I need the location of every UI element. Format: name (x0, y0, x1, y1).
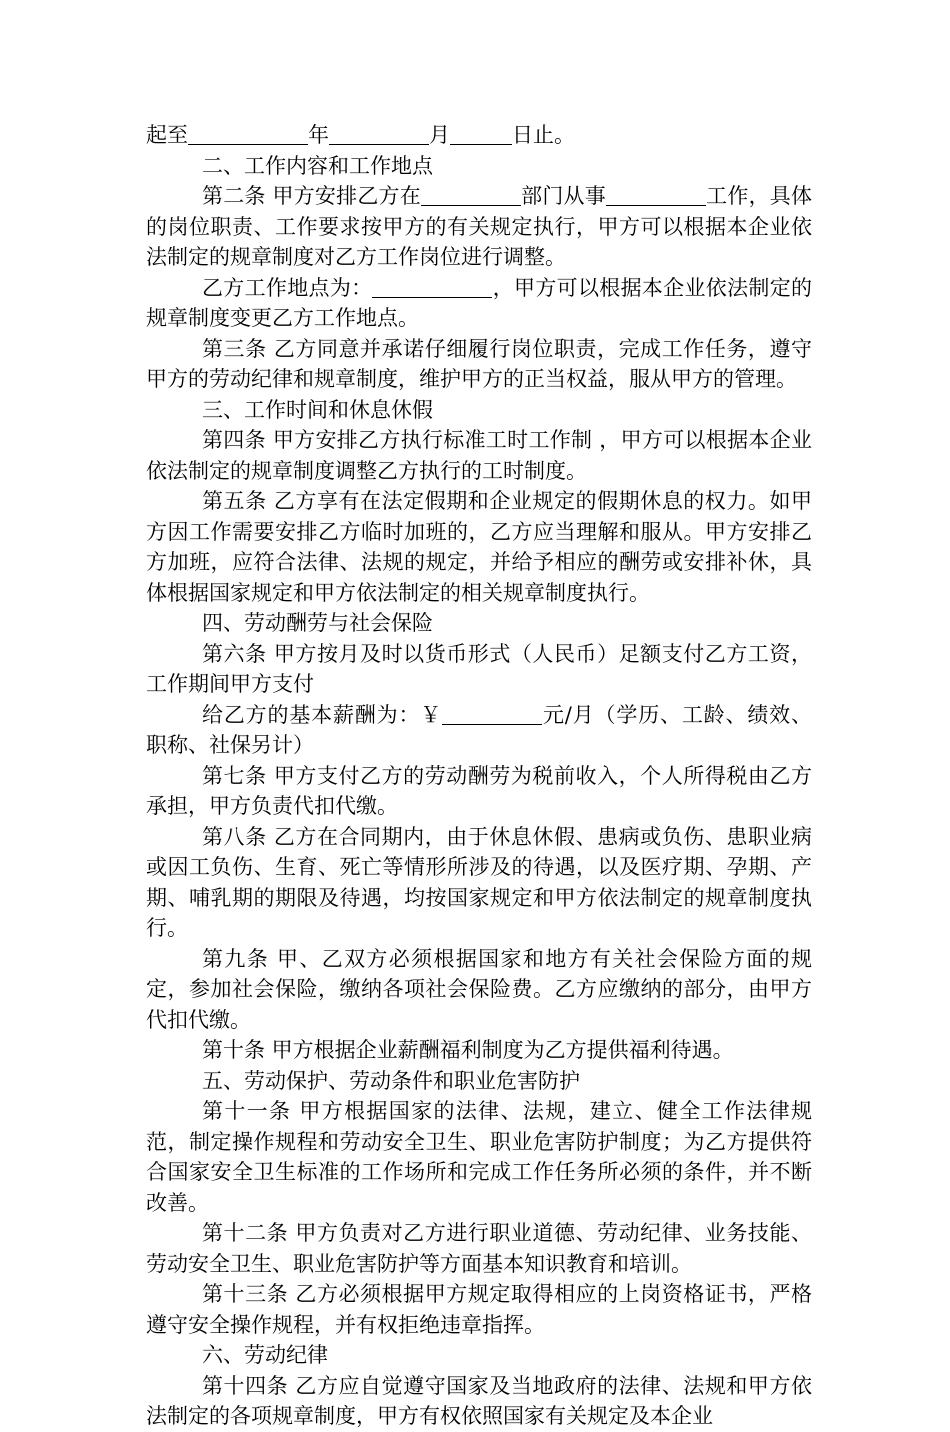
article-12: 第十二条 甲方负责对乙方进行职业道德、劳动纪律、业务技能、劳动安全卫生、职业危害防护等方面基本知识教育和培训。 (146, 1221, 812, 1276)
work-location-paragraph (146, 273, 812, 334)
article-6: 第六条 甲方按月及时以货币形式（人民币）足额支付乙方工资，工作期间甲方支付 (146, 641, 812, 696)
article-9: 第九条 甲、乙双方必须根据国家和地方有关社会保险方面的规定，参加社会保险，缴纳各项社会保险费。乙方应缴纳的部分，由甲方代扣代缴。 (146, 946, 812, 1032)
department-blank (421, 185, 521, 206)
article-11: 第十一条 甲方根据国家的法律、法规，建立、健全工作法律规范，制定操作规程和劳动安全卫生、职业危害防护制度；为乙方提供符合国家安全卫生标准的工作场所和完成工作任务所必须的条件，并不断改善。 (146, 1099, 812, 1215)
text-fragment: 日止。 (512, 123, 575, 147)
text-fragment: 第二条 甲方安排乙方在 (202, 184, 421, 208)
text-fragment: 月 (429, 123, 450, 147)
article-2 (146, 181, 812, 273)
day-blank (450, 124, 512, 145)
section-heading: 二、工作内容和工作地点 (202, 153, 433, 178)
location-blank (372, 277, 492, 298)
article-3: 第三条 乙方同意并承诺仔细履行岗位职责，完成工作任务，遵守甲方的劳动纪律和规章制度，维护甲方的正当权益，服从甲方的管理。 (146, 336, 812, 391)
text-fragment: 起至 (146, 123, 188, 147)
month-blank (329, 124, 429, 145)
article-14: 第十四条 乙方应自觉遵守国家及当地政府的法律、法规和甲方依法制定的各项规章制度，甲方有权依照国家有关规定及本企业 (146, 1373, 812, 1428)
text-fragment: 乙方工作地点为： (202, 275, 373, 300)
section-heading: 六、劳动纪律 (202, 1343, 328, 1367)
job-blank (606, 185, 706, 206)
text-fragment: 部门从事 (520, 184, 606, 208)
text-fragment: ，甲方可以根据本企业依法制定的规章制度变更乙方工作地点。 (146, 275, 813, 330)
salary-paragraph (146, 700, 812, 761)
text-fragment: 元/月（学历、工龄、绩效、职称、社保另计） (146, 702, 813, 757)
contract-term-end-line (146, 120, 812, 151)
text-fragment: 年 (308, 123, 329, 147)
text-fragment: 给乙方的基本薪酬为：￥ (202, 702, 443, 727)
section-heading: 三、工作时间和休息休假 (202, 397, 433, 422)
year-blank (188, 124, 308, 145)
salary-blank (442, 704, 542, 725)
article-7: 第七条 甲方支付乙方的劳动酬劳为税前收入，个人所得税由乙方承担，甲方负责代扣代缴。 (146, 763, 812, 818)
article-13: 第十三条 乙方必须根据甲方规定取得相应的上岗资格证书，严格遵守安全操作规程，并有权拒绝违章指挥。 (146, 1282, 812, 1337)
section-heading: 五、劳动保护、劳动条件和职业危害防护 (202, 1068, 580, 1093)
article-10: 第十条 甲方根据企业薪酬福利制度为乙方提供福利待遇。 (202, 1038, 734, 1062)
section-heading: 四、劳动酬劳与社会保险 (202, 611, 433, 635)
contract-page (146, 120, 812, 1432)
text-fragment: 工作，具体的岗位职责、工作要求按甲方的有关规定执行，甲方可以根据本企业依法制定的规章制度对乙方工作岗位进行调整。 (146, 184, 812, 269)
article-8: 第八条 乙方在合同期内，由于休息休假、患病或负伤、患职业病或因工负伤、生育、死亡等情形所涉及的待遇，以及医疗期、孕期、产期、哺乳期的期限及待遇，均按国家规定和甲方依法制定的规章制度执行。 (146, 824, 812, 940)
article-4: 第四条 甲方安排乙方执行标准工时工作制 ，甲方可以根据本企业依法制定的规章制度调整乙方执行的工时制度。 (146, 428, 812, 483)
article-5: 第五条 乙方享有在法定假期和企业规定的假期休息的权力。如甲方因工作需要安排乙方临时加班的，乙方应当理解和服从。甲方安排乙方加班，应符合法律、法规的规定，并给予相应的酬劳或安排补休，具体根据国家规定和甲方依法制定的相关规章制度执行。 (146, 489, 812, 605)
